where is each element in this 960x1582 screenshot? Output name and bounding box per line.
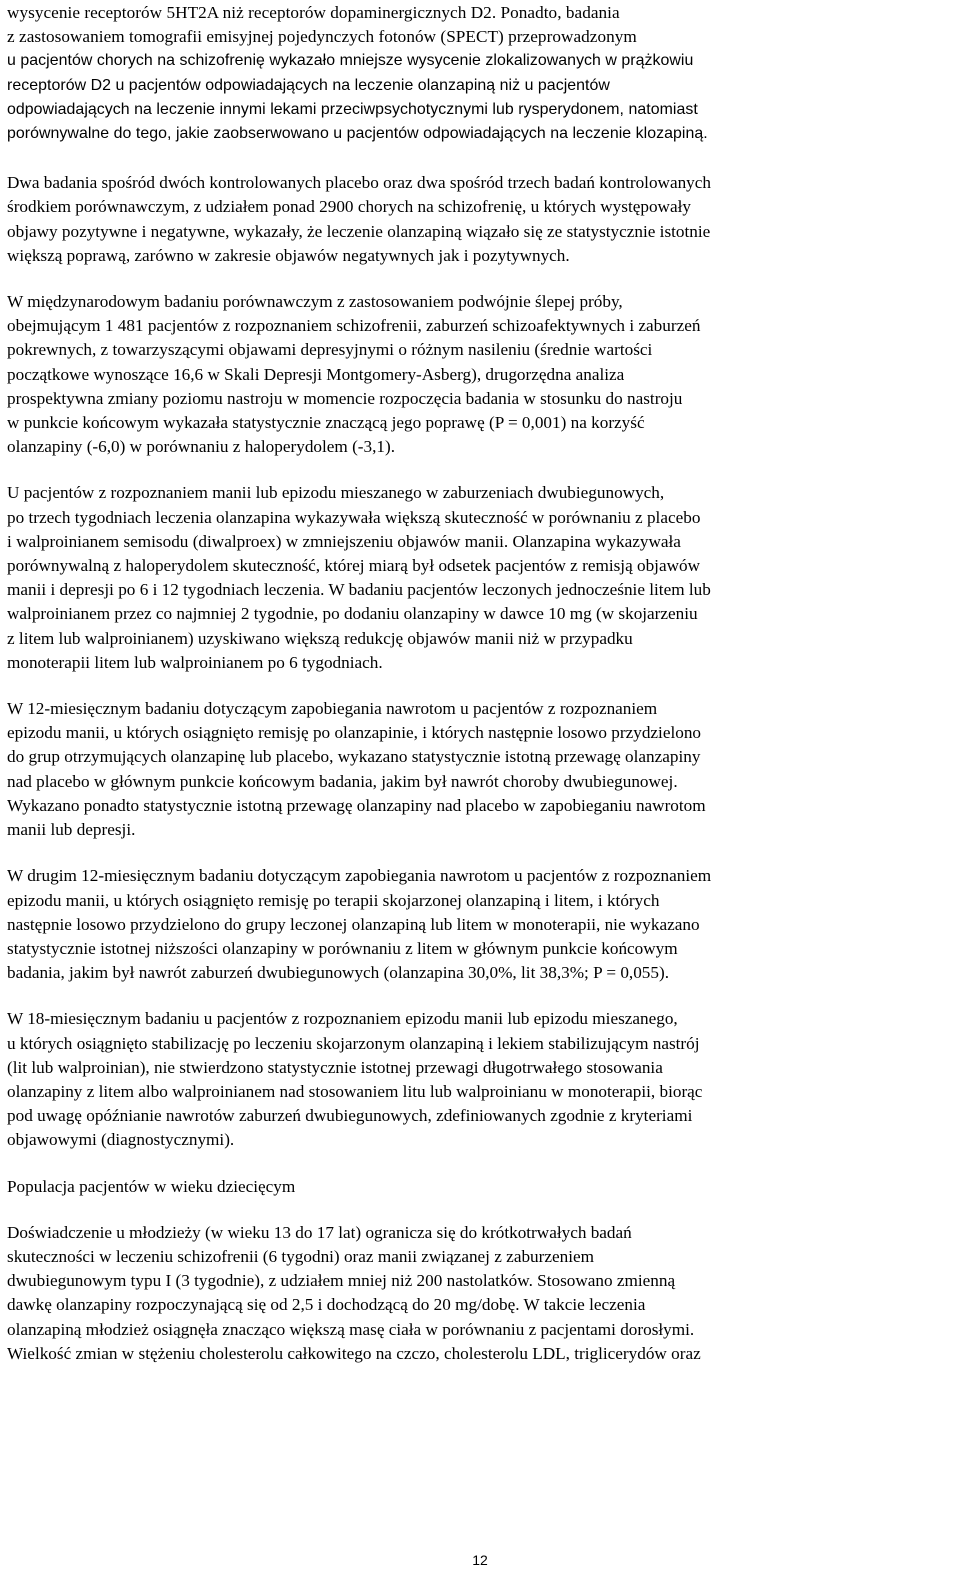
paragraph-adolescents (7, 1221, 953, 1366)
text-line: receptorów D2 u pacjentów odpowiadających na leczenie olanzapiną niż u pacjentów (7, 76, 610, 94)
text-line: z litem lub walproinianem) uzyskiwano większą redukcję objawów manii niż w przypadku (7, 628, 633, 648)
text-line: W 12-miesięcznym badaniu dotyczącym zapobiegania nawrotom u pacjentów z rozpoznaniem (7, 699, 658, 719)
heading-text: Populacja pacjentów w wieku dziecięcym (7, 1176, 296, 1196)
text-line: W międzynarodowym badaniu porównawczym z zastosowaniem podwójnie ślepej próby, (7, 292, 623, 312)
text-line: do grup otrzymujących olanzapinę lub placebo, wykazano statystycznie istotną przewagę olanzapiny (7, 747, 701, 767)
text-line: środkiem porównawczym, z udziałem ponad 2900 chorych na schizofrenię, u których występowały (7, 197, 691, 217)
text-line: Wielkość zmian w stężeniu cholesterolu całkowitego na czczo, cholesterolu LDL, triglicerydów oraz (7, 1343, 701, 1363)
text-line: po trzech tygodniach leczenia olanzapina wykazywała większą skuteczność w porównaniu z placebo (7, 507, 701, 527)
text-line: u pacjentów chorych na schizofrenię wykazało mniejsze wysycenie zlokalizowanych w prążkowiu (7, 52, 694, 70)
text-line: badania, jakim był nawrót zaburzeń dwubiegunowych (olanzapina 30,0%, lit 38,3%; P = 0,055). (7, 963, 670, 983)
text-line: w punkcie końcowym wykazała statystycznie znaczącą jego poprawę (P = 0,001) na korzyść (7, 413, 645, 433)
text-line: olanzapiny (-6,0) w porównaniu z haloperydolem (-3,1). (7, 437, 396, 457)
paragraph-second-12-month-study (7, 864, 953, 985)
paragraph-18-month-study (7, 1007, 953, 1152)
text-line: monoterapii litem lub walproinianem po 6 tygodniach. (7, 652, 383, 672)
text-line: pokrewnych, z towarzyszącymi objawami depresyjnymi o różnym nasileniu (średnie wartości (7, 340, 653, 360)
paragraph-spect-receptors (7, 1, 953, 146)
text-line: prospektywna zmiany poziomu nastroju w momencie rozpoczęcia badania w stosunku do nastroju (7, 388, 683, 408)
text-line: epizodu manii, u których osiągnięto remisję po terapii skojarzonej olanzapiną i litem, i których (7, 890, 660, 910)
text-line: początkowe wynoszące 16,6 w Skali Depresji Montgomery-Asberg), drugorzędna analiza (7, 364, 625, 384)
text-line: odpowiadających na leczenie innymi lekami przeciwpsychotycznymi lub rysperydonem, natomiast (7, 100, 698, 118)
text-line: dwubiegunowym typu I (3 tygodnie), z udziałem mniej niż 200 nastolatków. Stosowano zmienną (7, 1271, 676, 1291)
text-line: walproinianem przez co najmniej 2 tygodnie, po dodaniu olanzapiny w dawce 10 mg (w skojarzeniu (7, 604, 698, 624)
text-line: (lit lub walproinian), nie stwierdzono statystycznie istotnej przewagi długotrwałego stosowania (7, 1057, 663, 1077)
section-heading-pediatric (7, 1175, 953, 1199)
text-line: objawy pozytywne i negatywne, wykazały, że leczenie olanzapiną wiązało się ze statystycznie istotnie (7, 221, 711, 241)
text-line: większą poprawą, zarówno w zakresie objawów negatywnych jak i pozytywnych. (7, 245, 570, 265)
text-line: olanzapiną młodzież osiągnęła znacząco większą masę ciała w porównaniu z pacjentami dorosłymi. (7, 1319, 695, 1339)
text-line: i walproinianem semisodu (diwalproex) w zmniejszeniu objawów manii. Olanzapina wykazywała (7, 531, 681, 551)
paragraph-international-study (7, 290, 953, 459)
page-number: 12 (472, 1552, 488, 1568)
text-line: W 18-miesięcznym badaniu u pacjentów z rozpoznaniem epizodu manii lub epizodu mieszanego, (7, 1009, 678, 1029)
text-line: u których osiągnięto stabilizację po leczeniu skojarzonym olanzapiną i lekiem stabilizującym nastrój (7, 1033, 700, 1053)
text-line: porównywalne do tego, jakie zaobserwowano u pacjentów odpowiadających na leczenie klozapiną. (7, 125, 708, 143)
paragraph-12-month-study (7, 697, 953, 842)
text-line: porównywalną z haloperydolem skuteczność, której miarą był odsetek pacjentów z remisją objawów (7, 556, 701, 576)
text-line: dawkę olanzapiny rozpoczynającą się od 2,5 i dochodzącą do 20 mg/dobę. W takcie leczenia (7, 1295, 646, 1315)
text-line: skuteczności w leczeniu schizofrenii (6 tygodni) oraz manii związanej z zaburzeniem (7, 1246, 594, 1266)
text-line: statystycznie istotnej niższości olanzapiny w porównaniu z litem w głównym punkcie końcowym (7, 938, 678, 958)
paragraph-bipolar-mania (7, 481, 953, 675)
text-line: epizodu manii, u których osiągnięto remisję po olanzapinie, i których następnie losowo przydzielono (7, 723, 702, 743)
text-line: Wykazano ponadto statystycznie istotną przewagę olanzapiny nad placebo w zapobieganiu nawrotom (7, 795, 706, 815)
paragraph-schizophrenia-trials (7, 171, 953, 268)
text-line: z zastosowaniem tomografii emisyjnej pojedynczych fotonów (SPECT) przeprowadzonym (7, 27, 637, 47)
text-line: nad placebo w głównym punkcie końcowym badania, jakim był nawrót choroby dwubiegunowej. (7, 771, 678, 791)
text-line: wysycenie receptorów 5HT2A niż receptorów dopaminergicznych D2. Ponadto, badania (7, 3, 620, 22)
text-line: następnie losowo przydzielono do grupy leczonej olanzapiną lub litem w monoterapii, nie wykazano (7, 914, 700, 934)
text-line: Dwa badania spośród dwóch kontrolowanych placebo oraz dwa spośród trzech badań kontrolowanych (7, 173, 711, 193)
text-line: obejmującym 1 481 pacjentów z rozpoznaniem schizofrenii, zaburzeń schizoafektywnych i zaburzeń (7, 316, 701, 336)
text-line: objawowymi (diagnostycznymi). (7, 1130, 235, 1150)
text-line: Doświadczenie u młodzieży (w wieku 13 do 17 lat) ogranicza się do krótkotrwałych badań (7, 1222, 632, 1242)
text-line: pod uwagę opóźnianie nawrotów zaburzeń dwubiegunowych, zdefiniowanych zgodnie z kryteriami (7, 1106, 693, 1126)
text-line: U pacjentów z rozpoznaniem manii lub epizodu mieszanego w zaburzeniach dwubiegunowych, (7, 483, 665, 503)
text-line: olanzapiny z litem albo walproinianem nad stosowaniem litu lub walproinianu w monoterapii, biorąc (7, 1081, 703, 1101)
text-line: manii i depresji po 6 i 12 tygodniach leczenia. W badaniu pacjentów leczonych jednocześnie litem lub (7, 580, 711, 600)
document-page (7, 0, 953, 1366)
text-line: W drugim 12-miesięcznym badaniu dotyczącym zapobiegania nawrotom u pacjentów z rozpoznaniem (7, 866, 712, 886)
text-line: manii lub depresji. (7, 820, 136, 840)
